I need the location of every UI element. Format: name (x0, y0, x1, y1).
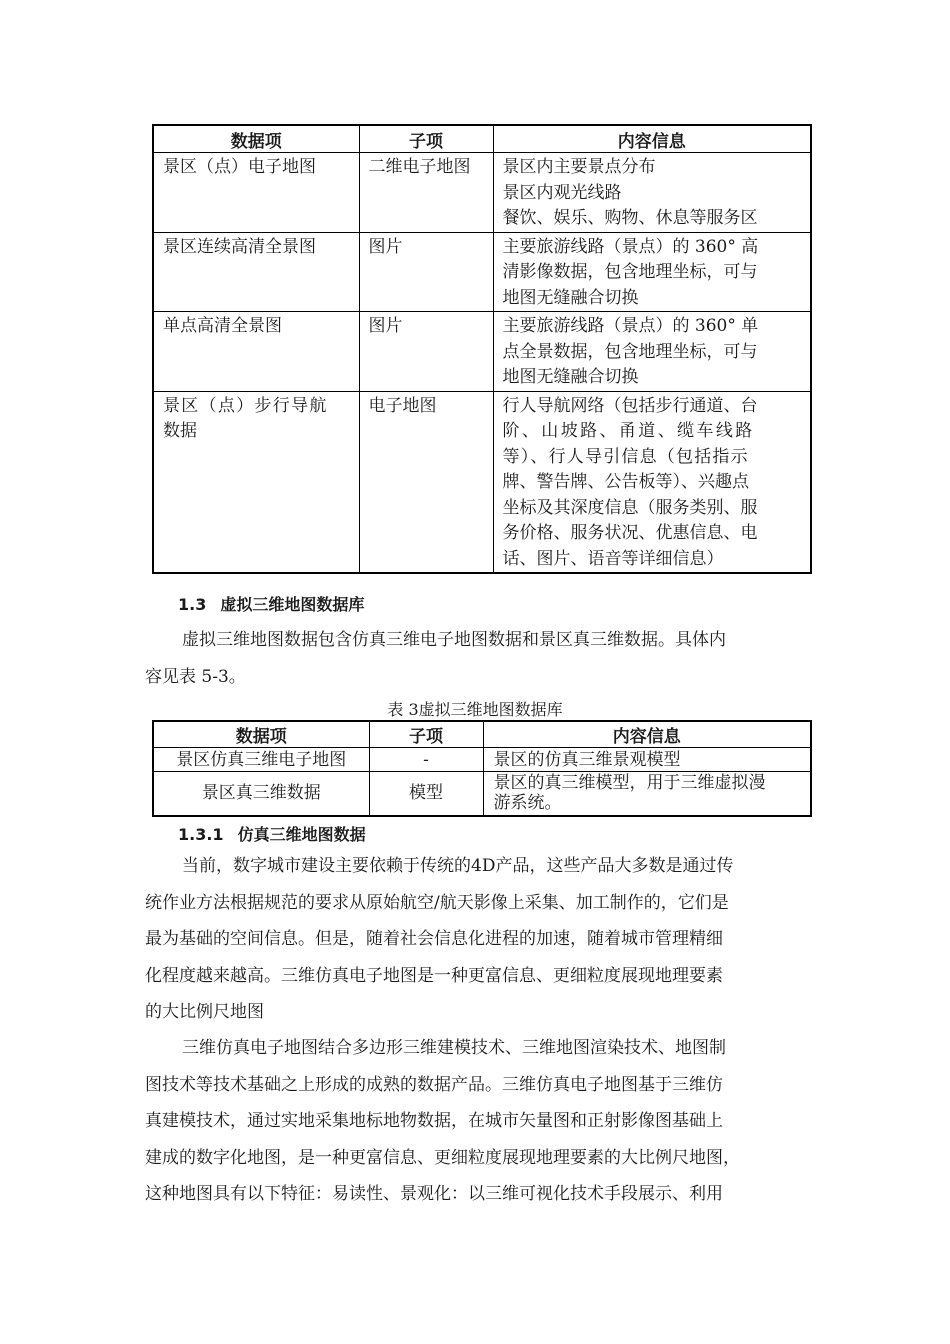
column-header: 子项 (369, 721, 483, 748)
paragraph-line: 化程度越来越高。三维仿真电子地图是一种更富信息、更细粒度展现地理要素 (145, 965, 723, 986)
paragraph-line: 这种地图具有以下特征：易读性、景观化：以三维可视化技术手段展示、利用 (145, 1184, 723, 1204)
content-line: 主要旅游线路（景点）的 360° 高 (502, 236, 759, 257)
content-line: 牌、警告牌、公告板等）、兴趣点 (502, 472, 749, 492)
table-cell-sub: 二维电子地图 (359, 153, 493, 233)
table-cell-content (493, 391, 811, 573)
item-line: 景区（点）步行导航 (163, 395, 328, 416)
table-cell-content (493, 312, 811, 392)
column-header: 内容信息 (483, 721, 811, 748)
content-line: 坐标及其深度信息（服务类别、服 (502, 497, 758, 518)
content-line: 务价格、服务状况、优惠信息、电 (502, 523, 758, 543)
content-line: 行人导航网络（包括步行通道、台 (502, 395, 758, 416)
paragraph-3d-map-features (145, 1030, 807, 1213)
paragraph-line: 统作业方法根据规范的要求从原始航空/航天影像上采集、加工制作的，它们是 (145, 892, 729, 913)
table-cell-content (483, 748, 811, 772)
content-line: 景区的仿真三维景观模型 (493, 749, 681, 770)
table-header-row (153, 125, 811, 153)
table-virtual-3d-map (152, 720, 812, 817)
section-number: 1.3 (178, 595, 207, 614)
content-line: 地图无缝融合切换 (502, 287, 639, 308)
table-cell-content (493, 153, 811, 233)
section-heading-1-3-1 (178, 822, 366, 845)
content-line: 等）、行人导引信息（包括指示 (502, 446, 749, 467)
table-cell-content (483, 772, 811, 816)
content-line: 景区内主要景点分布 (502, 157, 656, 177)
content-line: 点全景数据，包含地理坐标，可与 (502, 341, 758, 362)
table-cell-sub: 电子地图 (359, 391, 493, 573)
table-row (153, 772, 811, 816)
content-line: 话、图片、语音等详细信息） (502, 548, 724, 569)
paragraph-line: 虚拟三维地图数据包含仿真三维电子地图数据和景区真三维数据。具体内 (182, 630, 726, 650)
table-cell-sub: 图片 (359, 232, 493, 312)
table-cell-sub: - (369, 748, 483, 772)
paragraph-current-status (145, 848, 807, 1031)
paragraph-line: 三维仿真电子地图结合多边形三维建模技术、三维地图渲染技术、地图制 (182, 1038, 726, 1058)
table-cell-item: 景区连续高清全景图 (153, 232, 359, 312)
paragraph-line: 真建模技术，通过实地采集地标地物数据，在城市矢量图和正射影像图基础上 (145, 1111, 723, 1131)
paragraph-intro (145, 622, 807, 695)
column-header: 子项 (359, 125, 493, 153)
column-header: 数据项 (153, 125, 359, 153)
table-row (153, 312, 811, 392)
table-cell-item (153, 391, 359, 573)
column-header: 内容信息 (493, 125, 811, 153)
table-cell-item: 景区仿真三维电子地图 (153, 748, 369, 772)
section-title: 仿真三维地图数据 (237, 825, 366, 844)
table-caption: 表 3虚拟三维地图数据库 (387, 700, 563, 719)
content-line: 景区的真三维模型，用于三维虚拟漫 (493, 773, 766, 794)
content-line: 游系统。 (493, 793, 562, 814)
paragraph-line: 图技术等技术基础之上形成的成熟的数据产品。三维仿真电子地图基于三维仿 (145, 1074, 723, 1095)
table-cell-sub: 图片 (359, 312, 493, 392)
content-line: 清影像数据，包含地理坐标，可与 (502, 262, 758, 282)
table-row (153, 153, 811, 233)
paragraph-line: 的大比例尺地图 (145, 1002, 264, 1022)
table-row (153, 232, 811, 312)
table-cell-content (493, 232, 811, 312)
table-cell-item: 单点高清全景图 (153, 312, 359, 392)
content-line: 景区内观光线路 (502, 182, 622, 203)
section-number: 1.3.1 (178, 825, 224, 844)
paragraph-line: 容见表 5-3。 (145, 666, 246, 687)
column-header: 数据项 (153, 721, 369, 748)
section-heading-1-3 (178, 592, 364, 615)
paragraph-line: 建成的数字化地图，是一种更富信息、更细粒度展现地理要素的大比例尺地图， (145, 1147, 740, 1168)
table-cell-item: 景区真三维数据 (153, 772, 369, 816)
table-map-data (152, 124, 812, 574)
table-cell-sub: 模型 (369, 772, 483, 816)
paragraph-line: 当前，数字城市建设主要依赖于传统的4D产品，这些产品大多数是通过传 (182, 856, 734, 876)
content-line: 主要旅游线路（景点）的 360° 单 (502, 316, 759, 336)
content-line: 餐饮、娱乐、购物、休息等服务区 (502, 208, 758, 228)
table-row (153, 391, 811, 573)
content-line: 地图无缝融合切换 (502, 367, 639, 387)
content-line: 阶、山坡路、甬道、缆车线路 (502, 421, 755, 441)
table-cell-item: 景区（点）电子地图 (153, 153, 359, 233)
table-row (153, 748, 811, 772)
table-header-row (153, 721, 811, 748)
section-title: 虚拟三维地图数据库 (220, 595, 365, 614)
paragraph-line: 最为基础的空间信息。但是，随着社会信息化进程的加速，随着城市管理精细 (145, 929, 723, 949)
item-line: 数据 (163, 421, 197, 441)
